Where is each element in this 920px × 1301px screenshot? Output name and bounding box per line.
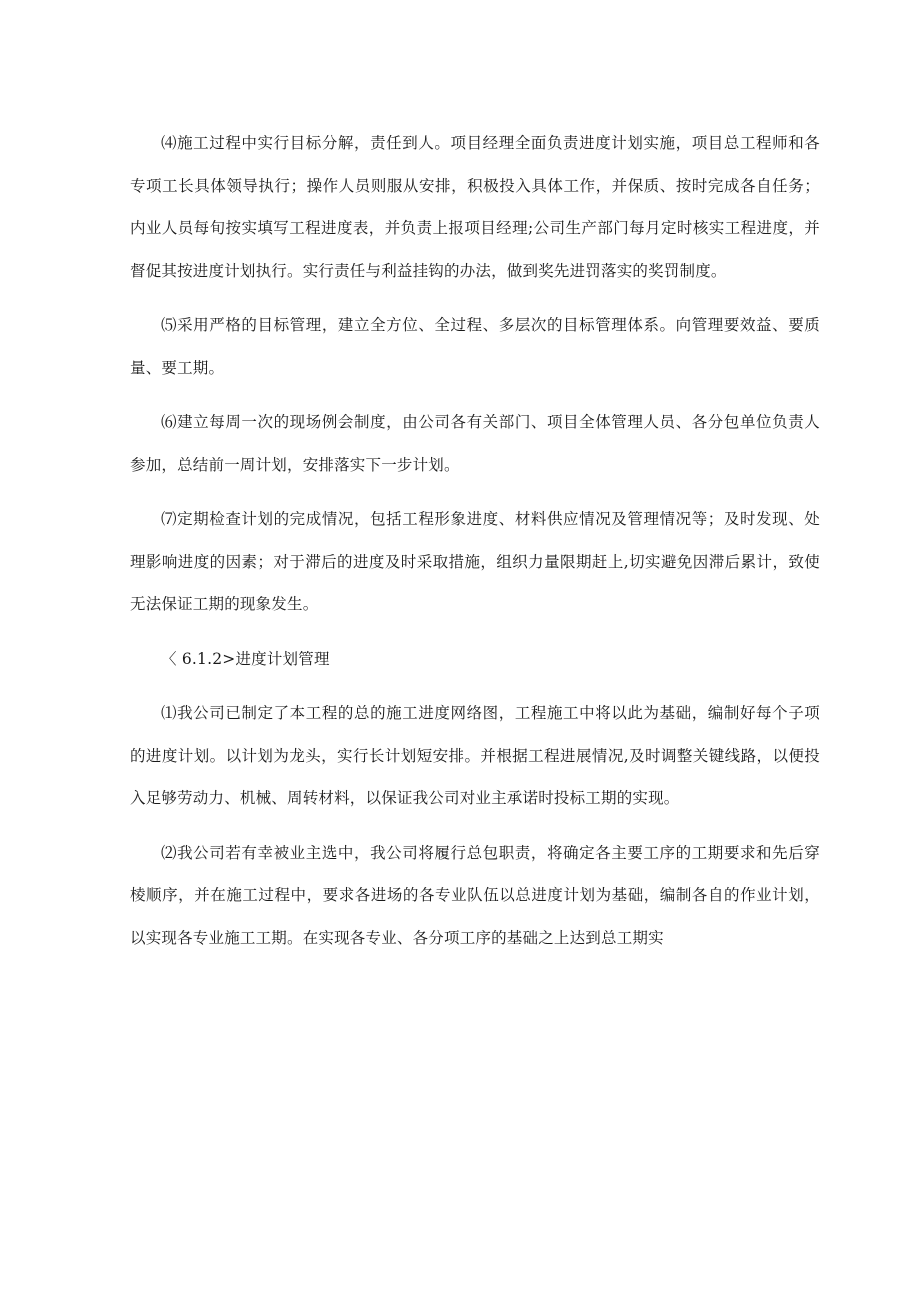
section-heading: 〈 6.1.2>进度计划管理 — [161, 649, 330, 668]
paragraph-item-6: ⑹建立每周一次的现场例会制度，由公司各有关部门、项目全体管理人员、各分包单位负责人参加，总结前一周计划，安排落实下一步计划。 — [130, 413, 820, 474]
paragraph-item-4: ⑷施工过程中实行目标分解，责任到人。项目经理全面负责进度计划实施，项目总工程师和各专项工长具体领导执行；操作人员则服从安排，积极投入具体工作，并保质、按时完成各自任务；内业人员每旬按实填写工程进度表，并负责上报项目经理;公司生产部门每月定时核实工程进度，并督促其按进度计划执行。实行责任与利益挂钩的办法，做到奖先进罚落实的奖罚制度。 — [130, 134, 820, 280]
paragraph-item-7: ⑺定期检查计划的完成情况，包括工程形象进度、材料供应情况及管理情况等；及时发现、处理影响进度的因素；对于滞后的进度及时采取措施，组织力量限期赶上,切实避免因滞后累计，致使无法保证工期的现象发生。 — [130, 510, 820, 613]
document-body — [130, 122, 820, 971]
section-paragraph-1: ⑴我公司已制定了本工程的总的施工进度网络图，工程施工中将以此为基础，编制好每个子项的进度计划。以计划为龙头，实行长计划短安排。并根据工程进展情况,及时调整关键线路，以便投入足够劳动力、机械、周转材料，以保证我公司对业主承诺时投标工期的实现。 — [130, 704, 820, 807]
section-paragraph-2: ⑵我公司若有幸被业主选中，我公司将履行总包职责，将确定各主要工序的工期要求和先后穿棱顺序，并在施工过程中，要求各进场的各专业队伍以总进度计划为基础，编制各自的作业计划，以实现各专业施工工期。在实现各专业、各分项工序的基础之上达到总工期实 — [130, 843, 820, 947]
paragraph-item-5: ⑸采用严格的目标管理，建立全方位、全过程、多层次的目标管理体系。向管理要效益、要质量、要工期。 — [130, 316, 820, 377]
